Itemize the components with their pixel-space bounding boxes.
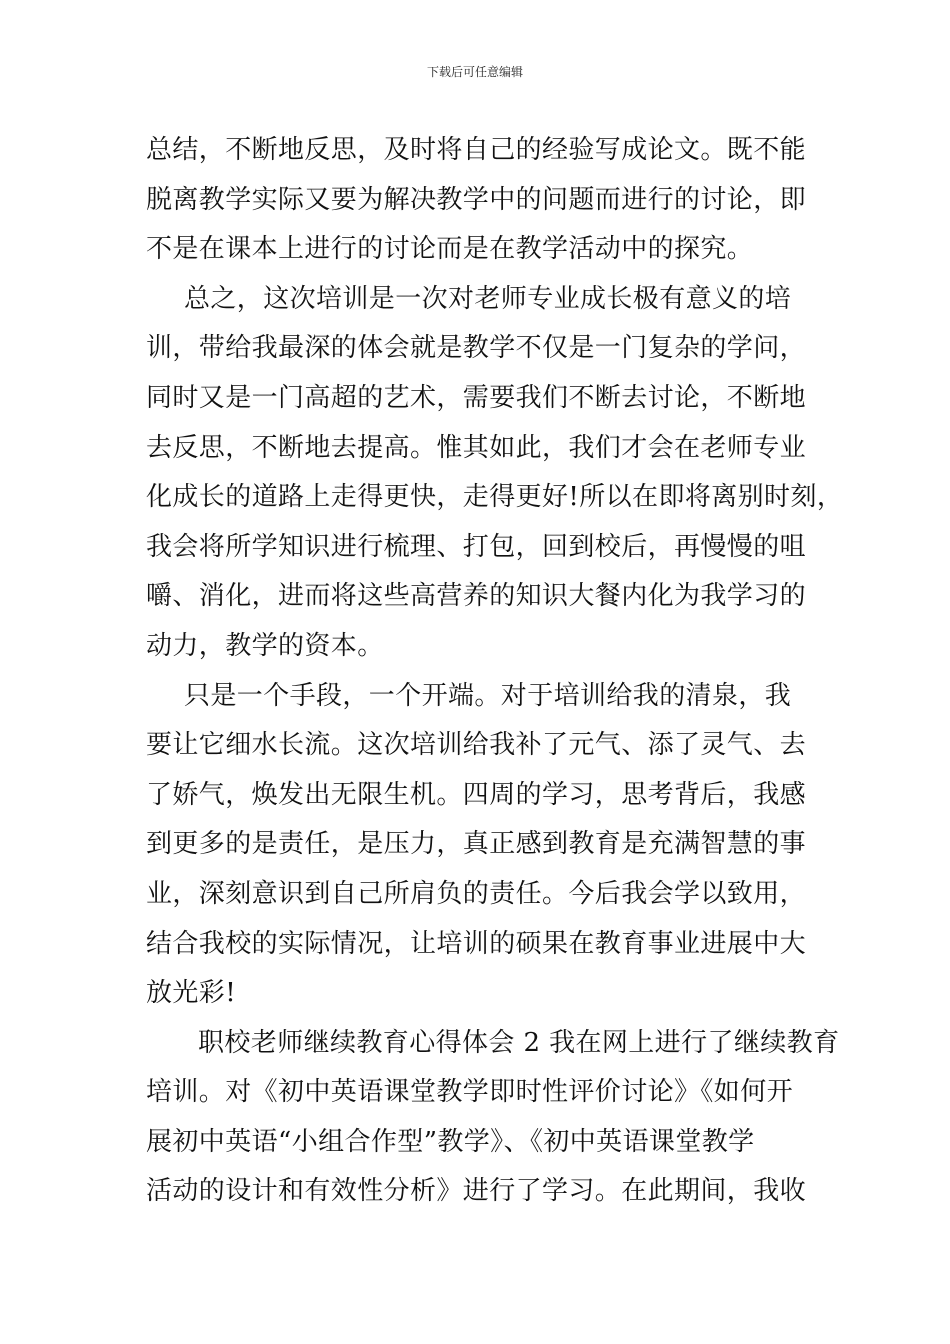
paragraph [146,126,836,275]
text-line: 放光彩! [146,978,237,1009]
text-line: 总结，不断地反思，及时将自己的经验写成论文。既不能 [146,135,807,165]
text-line: 到更多的是责任，是压力，真正感到教育是充满智慧的事 [146,829,807,860]
text-line: 化成长的道路上走得更快，走得更好!所以在即将离别时刻， [146,482,844,513]
text-line: 动力，教学的资本。 [146,630,384,661]
text-line: 我会将所学知识进行梳理、打包，回到校后，再慢慢的咀 [146,531,807,562]
text-line: 结合我校的实际情况，让培训的硕果在教育事业进展中大 [146,928,807,959]
text-line: 不是在课本上进行的讨论而是在教学活动中的探究。 [146,234,754,265]
text-line: 业，深刻意识到自己所肩负的责任。今后我会学以致用， [146,878,807,909]
paragraph [146,275,844,672]
text-line: 总之，这次培训是一次对老师专业成长极有意义的培 [184,283,792,314]
text-line: 去反思，不断地去提高。惟其如此，我们才会在老师专业 [146,432,807,463]
text-line: 要让它细水长流。这次培训给我补了元气、添了灵气、去 [146,730,807,761]
text-line: 展初中英语“小组合作型”教学》、《初中英语课堂教学 [146,1126,755,1157]
text-line: 职校老师继续教育心得体会 2 我在网上进行了继续教育 [198,1027,840,1058]
page-header: 下载后可任意编辑 [426,65,523,79]
text-line: 嚼、消化，进而将这些高营养的知识大餐内化为我学习的 [146,581,807,612]
text-line: 同时又是一门高超的艺术，需要我们不断去讨论，不断地 [146,382,807,413]
paragraph [146,672,836,1019]
text-line: 只是一个手段，一个开端。对于培训给我的清泉，我 [184,680,792,711]
text-line: 活动的设计和有效性分析》进行了学习。在此期间，我收 [146,1176,807,1207]
document-body [146,126,844,1217]
text-line: 了娇气，焕发出无限生机。四周的学习，思考背后，我感 [146,779,807,810]
text-line: 培训。对《初中英语课堂教学即时性评价讨论》《如何开 [146,1077,794,1108]
text-line: 脱离教学实际又要为解决教学中的问题而进行的讨论，即 [146,184,807,215]
text-line: 训，带给我最深的体会就是教学不仅是一门复杂的学问， [146,333,807,364]
paragraph [146,1019,840,1217]
